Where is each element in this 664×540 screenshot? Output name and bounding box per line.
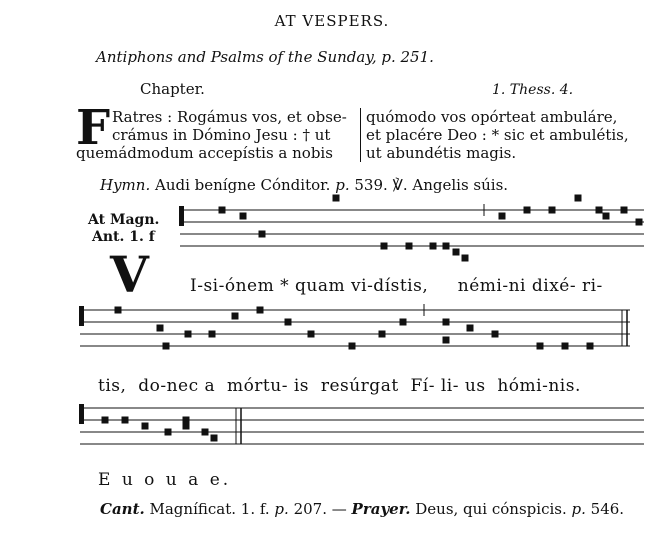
c-clef-icon (179, 206, 184, 226)
neume-note (163, 343, 170, 350)
lyrics-line-3: E u o u a e. (98, 470, 232, 490)
chapter-left-line-3: quemádmodum accepístis a nobis (76, 144, 333, 162)
neume-note (211, 435, 218, 442)
footer-line (100, 500, 624, 518)
neume-note (549, 207, 556, 214)
cant-page-label: p. (274, 500, 289, 518)
neume-note (443, 337, 450, 344)
neume-note (122, 417, 129, 424)
staff-line-3 (79, 404, 644, 444)
hymn-page-label: p. (335, 176, 350, 194)
versicle-text: Angelis súis. (412, 176, 509, 194)
hymn-text: Audi benígne Cónditor. (155, 176, 331, 194)
neume-note (467, 325, 474, 332)
neume-note (443, 319, 450, 326)
neume-note (142, 423, 149, 430)
prayer-text: Deus, qui cónspicis. (415, 500, 567, 518)
page-title: AT VESPERS. (274, 12, 390, 30)
antiphon-initial: V (110, 245, 149, 304)
neume-note (621, 207, 628, 214)
neume-note (381, 243, 388, 250)
neume-note (240, 213, 247, 220)
neume-note (400, 319, 407, 326)
neume-note (185, 331, 192, 338)
neume-note (333, 195, 340, 202)
neume-note (202, 429, 209, 436)
antiphon-mode: Ant. 1. f (92, 229, 155, 245)
footer-dash: — (331, 500, 347, 518)
chapter-left-line-2: crámus in Dómino Jesu : † ut (112, 126, 331, 144)
neume-note (165, 429, 172, 436)
c-clef-icon (79, 404, 84, 424)
neume-note (257, 307, 264, 314)
chapter-left-line-1: Ratres : Rogámus vos, et obse- (112, 108, 347, 126)
antiphon-label: At Magn. (88, 212, 160, 228)
neume-note (603, 213, 610, 220)
prayer-page-label: p. (571, 500, 586, 518)
c-clef-icon (79, 306, 84, 326)
neume-note (183, 417, 190, 424)
neume-note (183, 423, 190, 430)
neume-note (443, 243, 450, 250)
neume-note (102, 417, 109, 424)
chapter-label: Chapter. (140, 80, 205, 98)
lyrics-line-1: I-si-ónem * quam vi-dístis, némi-ni dixé- ri- (190, 276, 603, 296)
neume-note (285, 319, 292, 326)
chapter-right-line-2: et placére Deo : * sic et ambulétis, (366, 126, 629, 144)
neume-note (379, 331, 386, 338)
neume-note (636, 219, 643, 226)
prayer-page: 546. (590, 500, 625, 518)
neume-note (453, 249, 460, 256)
neume-note (232, 313, 239, 320)
neume-note (596, 207, 603, 214)
neume-note (492, 331, 499, 338)
neume-note (259, 231, 266, 238)
cant-page: 207. (293, 500, 327, 518)
drop-cap: F (76, 100, 111, 156)
neume-note (575, 195, 582, 202)
neume-note (587, 343, 594, 350)
versicle-symbol: ℣. (392, 176, 408, 194)
cant-text: Magníficat. 1. f. (149, 500, 270, 518)
neume-note (157, 325, 164, 332)
hymn-page: 539. (354, 176, 388, 194)
neume-note (349, 343, 356, 350)
prayer-label: Prayer. (351, 500, 411, 518)
neume-note (115, 307, 122, 314)
chapter-right-line-3: ut abundétis magis. (366, 144, 517, 162)
neume-note (524, 207, 531, 214)
neume-note (406, 243, 413, 250)
hymn-label: Hymn. (100, 176, 151, 194)
staff-line-2 (79, 304, 630, 350)
neume-note (562, 343, 569, 350)
cant-label: Cant. (100, 500, 145, 518)
neume-note (209, 331, 216, 338)
chapter-reference: 1. Thess. 4. (492, 82, 574, 98)
neume-note (430, 243, 437, 250)
lyrics-line-2: tis, do-nec a mórtu- is resúrgat Fí- li- us hómi-nis. (98, 376, 581, 396)
neume-note (462, 255, 469, 262)
staff-line-1 (179, 195, 644, 262)
antiphons-line: Antiphons and Psalms of the Sunday, p. 251. (96, 48, 434, 66)
neume-note (499, 213, 506, 220)
neume-note (219, 207, 226, 214)
neume-note (537, 343, 544, 350)
chapter-right-line-1: quómodo vos opórteat ambuláre, (366, 108, 618, 126)
neume-note (308, 331, 315, 338)
